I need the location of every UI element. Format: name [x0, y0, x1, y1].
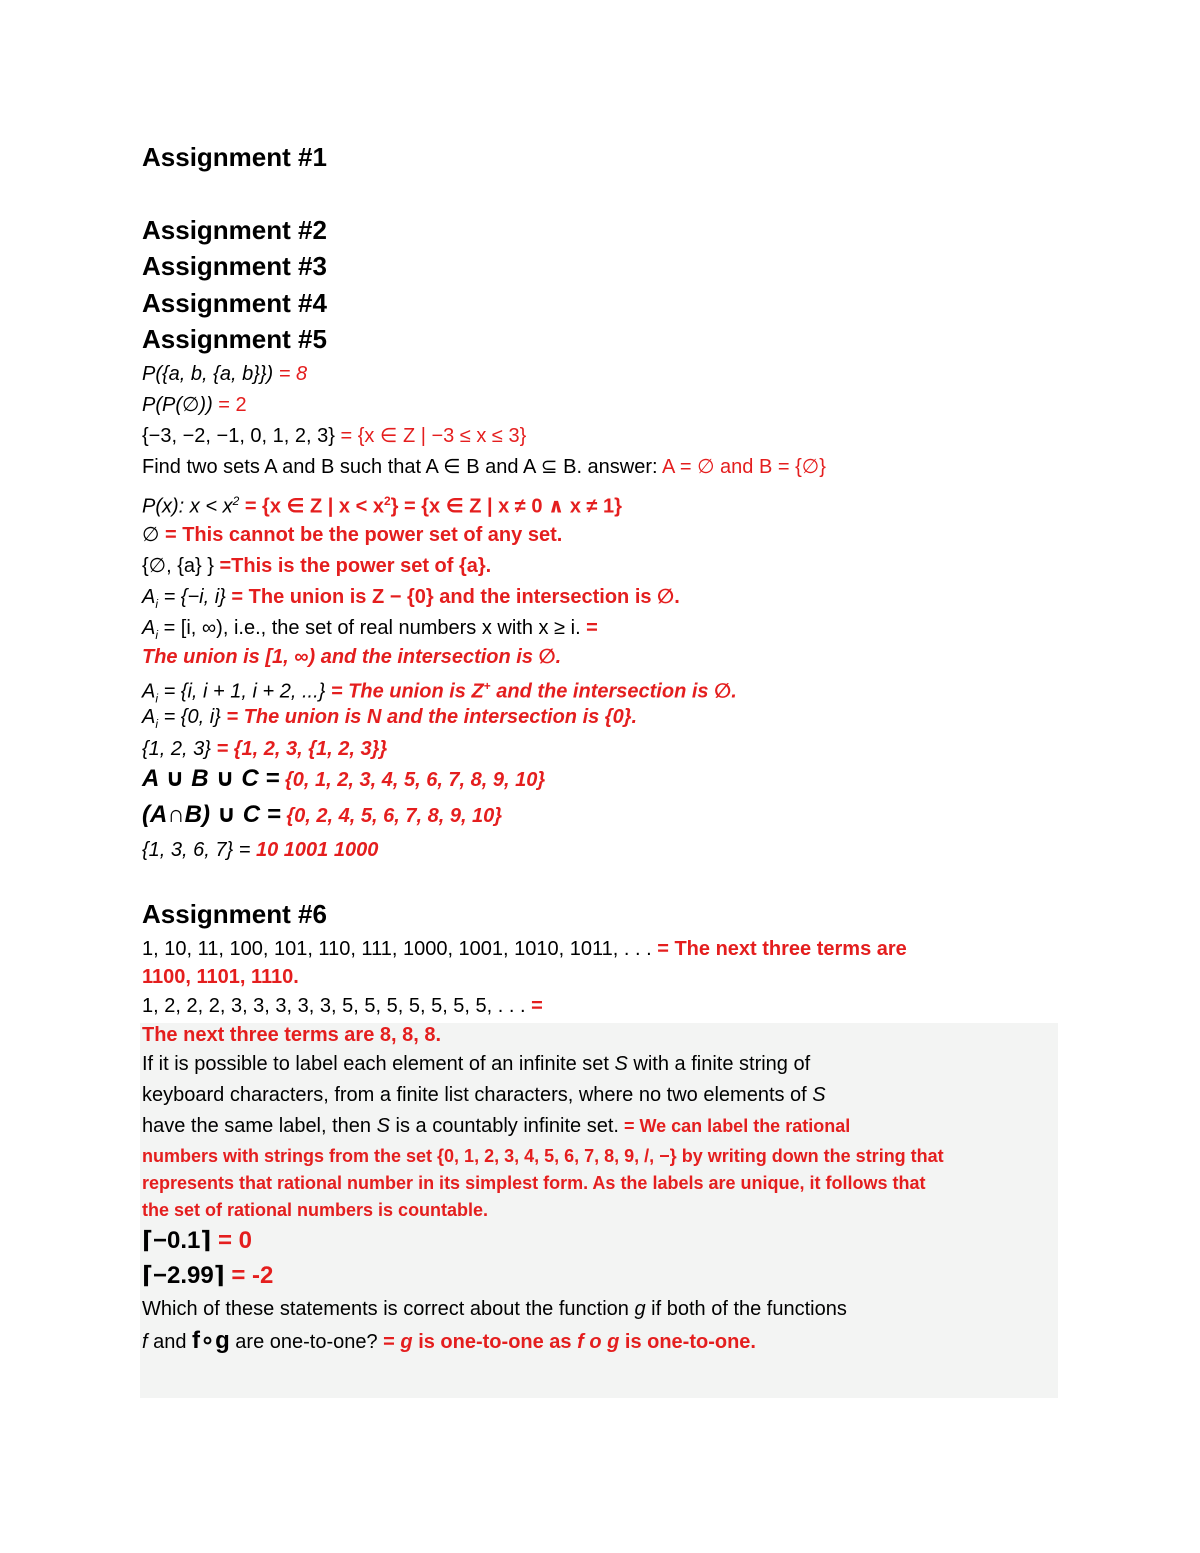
heading-assignment-1: Assignment #1 [142, 142, 327, 172]
a5-line-13: {1, 2, 3} = {1, 2, 3, {1, 2, 3}} [142, 738, 388, 760]
a6-countable-answer: numbers with strings from the set {0, 1, 2, 3, 4, 5, 6, 7, 8, 9, /, −} by writing down the string that represents that rational number in its simplest form. As the labels are unique, it follows that the set of rational numbers is countable. [142, 1146, 944, 1220]
a5-line-16: {1, 3, 6, 7} = 10 1001 1000 [142, 839, 379, 861]
heading-assignment-2: Assignment #2 [142, 215, 327, 245]
a5-line-9: $A_i = [i$, ∞), i.e., the set of real numbers x with x ≥ i. = [142, 617, 598, 642]
a6-seq1-line: 1, 10, 11, 100, 101, 110, 111, 1000, 1001, 1010, 1011, . . . = The next three terms are [142, 938, 907, 960]
heading-assignment-3: Assignment #3 [142, 251, 327, 281]
a5-line-4: Find two sets A and B such that A ∈ B and A ⊆ B. answer: A = ∅ and B = {∅} [142, 456, 826, 478]
a5-line-11: $A_i = \{i$, i + 1, i + 2, ...} = The union is Z+ and the intersection is ∅. [142, 679, 737, 706]
a5-line-5: P(x): $x < x^2 = \{x$ ∈ Z | $x < x^2\} = \{x$ ∈ Z | x ≠ 0 ∧ x ≠ 1} [142, 494, 622, 518]
a5-line-10: The union is [1, ∞) and the intersection is ∅. [142, 646, 562, 668]
a6-countable-question: If it is possible to label each element of an infinite set S with a finite string of keyboard characters, from a finite list characters, where no two elements of S have the same label, then S is a countably infinite set. = We can label the rational [142, 1053, 851, 1137]
a6-ceiling-1: ⌈−0.1⌉ = 0 [142, 1227, 253, 1254]
a5-line-2: P(P(∅)) = 2 [142, 394, 247, 416]
a5-line-8: $A_i = \{-i$, i} = The union is Z − {0} and the intersection is ∅. [142, 586, 680, 611]
heading-assignment-5: Assignment #5 [142, 324, 327, 354]
a5-line-15: (A∩B) ∪ C = {0, 2, 4, 5, 6, 7, 8, 9, 10} [142, 801, 503, 828]
a6-seq2-line: 1, 2, 2, 2, 3, 3, 3, 3, 3, 5, 5, 5, 5, 5, 5, 5, . . . = [142, 995, 543, 1017]
a5-line-6: ∅ = This cannot be the power set of any set. [142, 524, 563, 546]
a5-line-3: {−3, −2, −1, 0, 1, 2, 3} = {x ∈ Z | −3 ≤ x ≤ 3} [142, 425, 527, 447]
a6-ceiling-2: ⌈−2.99⌉ = -2 [142, 1262, 274, 1289]
heading-assignment-6: Assignment #6 [142, 899, 327, 929]
a5-line-7: {∅, {a} } =This is the power set of {a}. [142, 555, 492, 577]
a6-function-question: Which of these statements is correct about the function g if both of the functions f and f∘g are one-to-one? = g is one-to-one as f o g is one-to-one. [142, 1298, 847, 1354]
heading-assignment-4: Assignment #4 [142, 288, 327, 318]
a5-line-1: P({a, b, {a, b}}) = 8 [142, 363, 308, 385]
a6-seq1-answer: 1100, 1101, 1110. [142, 966, 299, 988]
a5-line-14: A ∪ B ∪ C = {0, 1, 2, 3, 4, 5, 6, 7, 8, 9, 10} [142, 765, 546, 792]
a5-line-12: $A_i = \{0$, i} = The union is N and the intersection is {0}. [142, 706, 638, 731]
a6-seq2-answer: The next three terms are 8, 8, 8. [142, 1024, 442, 1046]
